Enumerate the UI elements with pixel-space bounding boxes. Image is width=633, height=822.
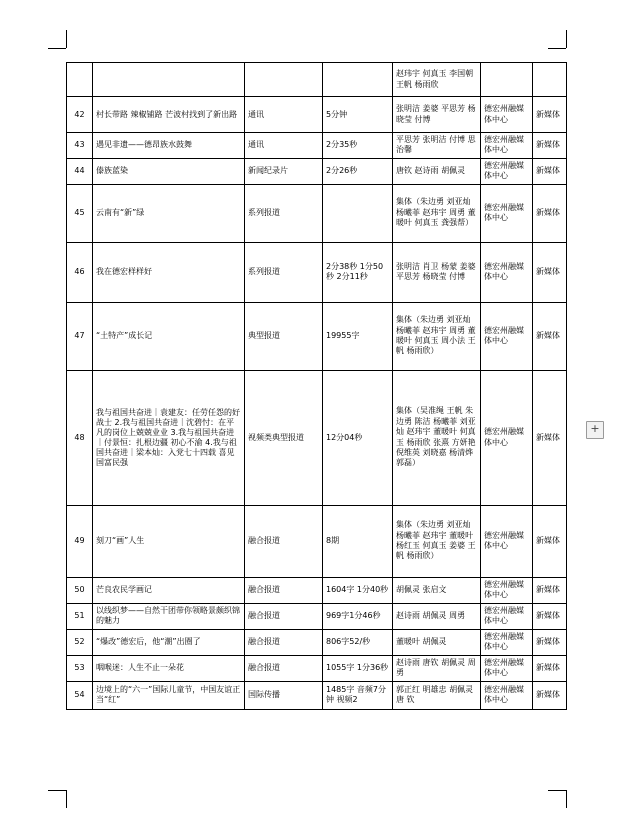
table-row xyxy=(67,97,567,133)
crop-mark-top-left-v xyxy=(66,30,67,48)
cell-type: 融合报道 xyxy=(245,603,323,629)
cell-type: 融合报道 xyxy=(245,577,323,603)
cell-length xyxy=(323,184,393,242)
cell-type xyxy=(245,63,323,97)
table-row xyxy=(67,133,567,159)
cell-length: 1604字 1分40秒 xyxy=(323,577,393,603)
cell-length: 2分26秒 xyxy=(323,158,393,184)
cell-length: 5分钟 xyxy=(323,97,393,133)
cell-type: 系列报道 xyxy=(245,184,323,242)
cell-media: 新媒体 xyxy=(533,184,567,242)
cell-no: 52 xyxy=(67,629,93,655)
crop-mark-bottom-left-h xyxy=(48,790,66,791)
cell-authors: 胡佩灵 张启文 xyxy=(393,577,481,603)
cell-title: 刻刀“画”人生 xyxy=(93,505,245,577)
cell-no: 43 xyxy=(67,133,93,159)
cell-media: 新媒体 xyxy=(533,655,567,681)
cell-authors: 赵诗雨 胡佩灵 周勇 xyxy=(393,603,481,629)
cell-title: 傣族蓝染 xyxy=(93,158,245,184)
table-row xyxy=(67,302,567,370)
crop-mark-bottom-left-v xyxy=(66,790,67,808)
cell-unit: 德宏州融媒体中心 xyxy=(481,370,533,505)
add-row-button[interactable]: + xyxy=(586,421,604,439)
cell-length: 1485字 音频7分钟 视频2 xyxy=(323,681,393,709)
cell-media: 新媒体 xyxy=(533,603,567,629)
cell-authors: 赵诗雨 唐钦 胡佩灵 周勇 xyxy=(393,655,481,681)
cell-media: 新媒体 xyxy=(533,370,567,505)
cell-authors: 集体（朱边勇 刘亚灿 杨曦菲 赵玮宇 董暖叶 杨红玉 何真玉 姜婆 王帆 杨雨欣） xyxy=(393,505,481,577)
cell-type: 视频类典型报道 xyxy=(245,370,323,505)
cell-title: 遇见非遗——德昂族水鼓舞 xyxy=(93,133,245,159)
cell-type: 融合报道 xyxy=(245,505,323,577)
table-row xyxy=(67,184,567,242)
cell-title: 我在德宏样样好 xyxy=(93,242,245,302)
cell-media: 新媒体 xyxy=(533,681,567,709)
cell-length: 2分38秒 1分50秒 2分11秒 xyxy=(323,242,393,302)
cell-authors: 唐钦 赵诗雨 胡佩灵 xyxy=(393,158,481,184)
cell-unit: 德宏州融媒体中心 xyxy=(481,158,533,184)
cell-unit: 德宏州融媒体中心 xyxy=(481,505,533,577)
cell-type: 通讯 xyxy=(245,97,323,133)
cell-media: 新媒体 xyxy=(533,242,567,302)
table-row xyxy=(67,603,567,629)
cell-unit: 德宏州融媒体中心 xyxy=(481,681,533,709)
cell-unit: 德宏州融媒体中心 xyxy=(481,184,533,242)
cell-length: 806字52/秒 xyxy=(323,629,393,655)
crop-mark-top-right-v xyxy=(566,30,567,48)
cell-no: 45 xyxy=(67,184,93,242)
cell-authors: 集体（吴准绳 王帆 朱边勇 陈洁 杨曦菲 刘亚灿 赵玮宇 董暖叶 何真玉 杨雨欣 张熹 方妍艳 倪维英 刘晓嘉 杨清烨 郭磊） xyxy=(393,370,481,505)
crop-mark-top-right-h xyxy=(548,48,566,49)
cell-unit xyxy=(481,63,533,97)
cell-authors: 张明洁 姜婆 平思芳 杨晓莹 付博 xyxy=(393,97,481,133)
works-table-body xyxy=(67,63,567,710)
cell-title: 芒良农民学画记 xyxy=(93,577,245,603)
cell-media: 新媒体 xyxy=(533,577,567,603)
cell-unit: 德宏州融媒体中心 xyxy=(481,577,533,603)
cell-length: 19955字 xyxy=(323,302,393,370)
cell-title: 村长带路 辣椒铺路 芒波村找到了新出路 xyxy=(93,97,245,133)
cell-type: 新闻纪录片 xyxy=(245,158,323,184)
cell-unit: 德宏州融媒体中心 xyxy=(481,629,533,655)
crop-mark-bottom-right-v xyxy=(566,790,567,808)
crop-mark-bottom-right-h xyxy=(548,790,566,791)
cell-unit: 德宏州融媒体中心 xyxy=(481,133,533,159)
cell-length: 8期 xyxy=(323,505,393,577)
cell-no: 49 xyxy=(67,505,93,577)
cell-no: 44 xyxy=(67,158,93,184)
cell-no xyxy=(67,63,93,97)
crop-mark-top-left-h xyxy=(48,48,66,49)
cell-no: 42 xyxy=(67,97,93,133)
cell-type: 融合报道 xyxy=(245,655,323,681)
cell-title: “土特产”成长记 xyxy=(93,302,245,370)
cell-unit: 德宏州融媒体中心 xyxy=(481,603,533,629)
cell-title: 我与祖国共奋进｜袁建友：任劳任怨的好战士 2.我与祖国共奋进｜沈碧忖：在平凡的岗位上兢兢业业 3.我与祖国共奋进｜付景恒：扎根边疆 初心不渝 4.我与祖国共奋进｜梁本灿：入党七十四载 喜见国富民强 xyxy=(93,370,245,505)
table-row xyxy=(67,370,567,505)
works-table-wrapper xyxy=(66,62,566,710)
cell-type: 通讯 xyxy=(245,133,323,159)
table-row xyxy=(67,629,567,655)
table-row xyxy=(67,655,567,681)
cell-length: 2分35秒 xyxy=(323,133,393,159)
cell-no: 48 xyxy=(67,370,93,505)
cell-title: 云南有“新”绿 xyxy=(93,184,245,242)
cell-length: 12分04秒 xyxy=(323,370,393,505)
cell-authors: 张明洁 肖卫 杨蒙 姜婆 平思芳 杨晓莹 付博 xyxy=(393,242,481,302)
cell-unit: 德宏州融媒体中心 xyxy=(481,302,533,370)
cell-media: 新媒体 xyxy=(533,133,567,159)
cell-title: 以线织梦——自然干团带你领略景颇织锦的魅力 xyxy=(93,603,245,629)
cell-authors: 赵玮宇 何真玉 李国朝 王帆 杨雨欣 xyxy=(393,63,481,97)
cell-media: 新媒体 xyxy=(533,97,567,133)
cell-unit: 德宏州融媒体中心 xyxy=(481,97,533,133)
cell-no: 54 xyxy=(67,681,93,709)
cell-media: 新媒体 xyxy=(533,302,567,370)
cell-no: 51 xyxy=(67,603,93,629)
table-row xyxy=(67,63,567,97)
table-row xyxy=(67,158,567,184)
cell-type: 融合报道 xyxy=(245,629,323,655)
table-row xyxy=(67,681,567,709)
cell-type: 国际传播 xyxy=(245,681,323,709)
cell-length: 1055字 1分36秒 xyxy=(323,655,393,681)
cell-title: 边境上的“六一”国际儿童节，中国友谊正当“红” xyxy=(93,681,245,709)
cell-authors: 集体（朱边勇 刘亚灿 杨曦菲 赵玮宇 周勇 董暖叶 何真玉 周小法 王帆 杨雨欣） xyxy=(393,302,481,370)
table-row xyxy=(67,242,567,302)
cell-media xyxy=(533,63,567,97)
cell-unit: 德宏州融媒体中心 xyxy=(481,655,533,681)
cell-unit: 德宏州融媒体中心 xyxy=(481,242,533,302)
works-table xyxy=(66,62,567,710)
cell-authors: 郭正红 明雄忠 胡佩灵 唐 钦 xyxy=(393,681,481,709)
cell-authors: 集体（朱边勇 刘亚灿 杨曦菲 赵玮宇 周勇 董暖叶 何真玉 龚强帮） xyxy=(393,184,481,242)
table-row xyxy=(67,505,567,577)
table-row xyxy=(67,577,567,603)
cell-media: 新媒体 xyxy=(533,505,567,577)
cell-no: 50 xyxy=(67,577,93,603)
cell-length xyxy=(323,63,393,97)
cell-no: 46 xyxy=(67,242,93,302)
cell-type: 典型报道 xyxy=(245,302,323,370)
cell-authors: 平思芳 张明洁 付博 思治馨 xyxy=(393,133,481,159)
cell-type: 系列报道 xyxy=(245,242,323,302)
cell-length: 969字1分46秒 xyxy=(323,603,393,629)
cell-no: 47 xyxy=(67,302,93,370)
cell-media: 新媒体 xyxy=(533,158,567,184)
cell-media: 新媒体 xyxy=(533,629,567,655)
cell-title: 咽喉迷：人生不止一朵花 xyxy=(93,655,245,681)
cell-authors: 董暖叶 胡佩灵 xyxy=(393,629,481,655)
cell-title xyxy=(93,63,245,97)
cell-title: “爆改”德宏后，他“潮”出圈了 xyxy=(93,629,245,655)
cell-no: 53 xyxy=(67,655,93,681)
